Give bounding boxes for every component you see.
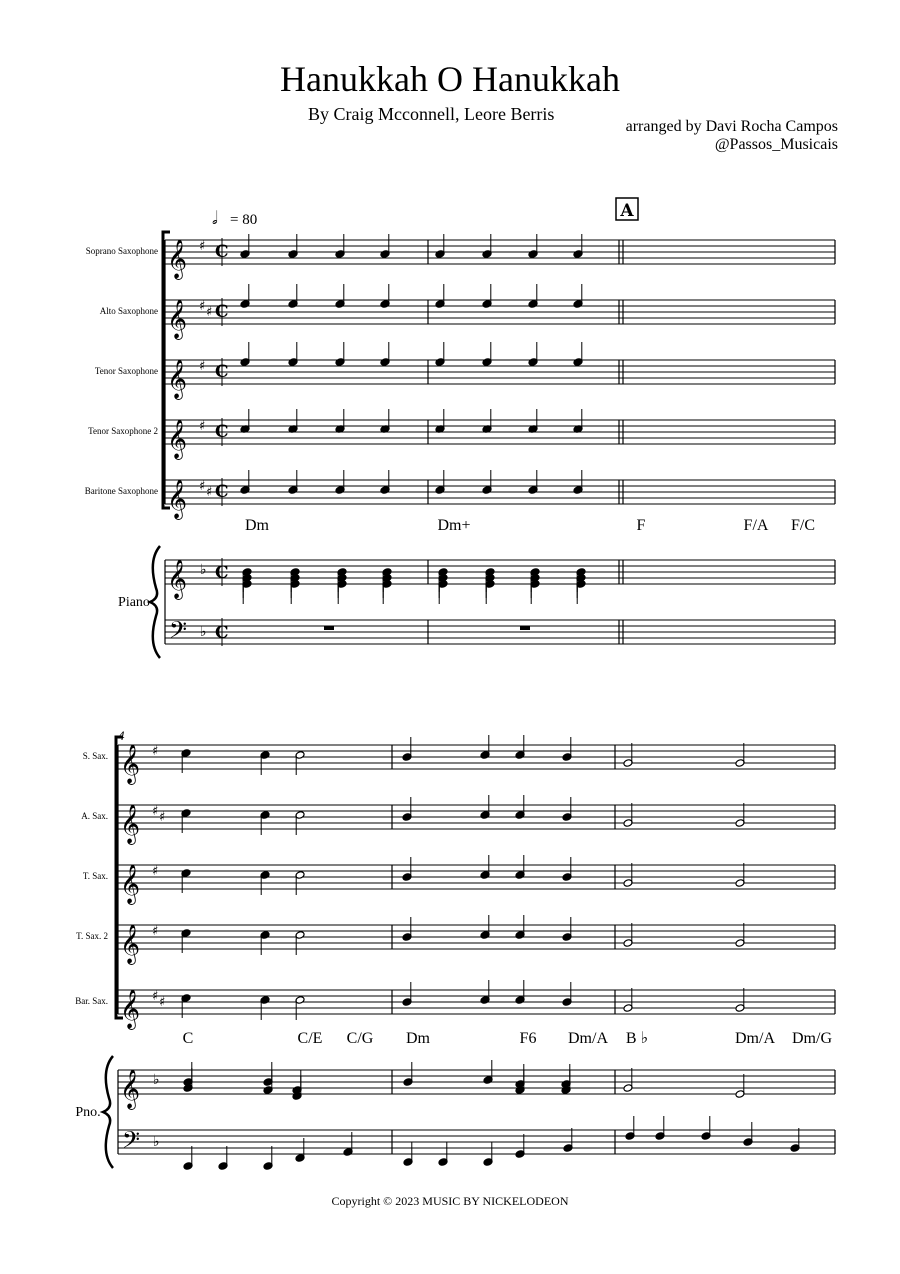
sharp-icon: ♯ (199, 299, 206, 314)
bass-clef-icon: 𝄢 (122, 1126, 141, 1159)
piano-label: Piano (118, 595, 150, 610)
instrument-label: Bar. Sax. (75, 996, 108, 1006)
treble-clef-icon: 𝄞 (120, 989, 141, 1029)
system-1 (85, 198, 835, 658)
composer-credit: By Craig Mcconnell, Leore Berris (308, 104, 555, 124)
treble-clef-icon: 𝄞 (120, 924, 141, 964)
treble-clef-icon: 𝄞 (120, 804, 141, 844)
copyright-footer: Copyright © 2023 MUSIC BY NICKELODEON (331, 1194, 569, 1208)
time-signature: C (215, 362, 229, 382)
chord-symbol: Dm/G (792, 1030, 832, 1047)
time-signature: C (215, 302, 229, 322)
treble-clef-icon: 𝄞 (167, 239, 188, 279)
arranger-name: arranged by Davi Rocha Campos (625, 118, 838, 135)
chord-symbol: F (636, 517, 646, 534)
treble-clef-icon: 𝄞 (120, 864, 141, 904)
instrument-label: T. Sax. (82, 871, 108, 881)
chord-symbol: C/G (346, 1030, 374, 1047)
chord-symbol: C (182, 1030, 194, 1047)
flat-icon: ♭ (200, 562, 207, 578)
sharp-icon: ♯ (199, 239, 206, 254)
measure-number: 4 (118, 728, 125, 743)
chord-symbol: F/C (790, 517, 816, 534)
instrument-label: A. Sax. (81, 811, 108, 821)
chord-symbol: Dm/A (735, 1030, 775, 1047)
time-signature: C (215, 422, 229, 442)
treble-clef-icon: 𝄞 (167, 559, 188, 599)
chord-symbol: F/A (743, 517, 769, 534)
time-signature: C (215, 482, 229, 502)
chord-symbol: C/E (297, 1030, 323, 1047)
time-signature: C (215, 242, 229, 262)
sharp-icon: ♯ (152, 924, 159, 939)
sharp-icon: ♯ (206, 305, 213, 320)
treble-clef-icon: 𝄞 (120, 1069, 141, 1109)
rehearsal-mark: A (620, 201, 634, 221)
chord-symbol: Dm+ (437, 517, 471, 534)
whole-rest (520, 626, 530, 630)
treble-clef-icon: 𝄞 (167, 479, 188, 519)
treble-clef-icon: 𝄞 (167, 359, 188, 399)
chord-symbol: Dm (245, 517, 269, 534)
arranger-handle: @Passos_Musicais (714, 136, 838, 153)
flat-icon: ♭ (153, 1072, 160, 1088)
flat-icon: ♭ (153, 1134, 160, 1150)
sharp-icon: ♯ (152, 989, 159, 1004)
bass-clef-icon: 𝄢 (169, 616, 188, 649)
flat-icon: ♭ (200, 624, 207, 640)
instrument-label: Baritone Saxophone (84, 486, 158, 496)
whole-rest (324, 626, 334, 630)
piano-brace (150, 546, 160, 658)
instrument-label: Alto Saxophone (99, 306, 158, 316)
piano-brace (103, 1056, 113, 1168)
sharp-icon: ♯ (199, 359, 206, 374)
treble-clef-icon: 𝄞 (167, 299, 188, 339)
sharp-icon: ♯ (159, 995, 166, 1010)
piano-label: Pno. (75, 1105, 101, 1120)
sharp-icon: ♯ (159, 810, 166, 825)
system-2 (75, 728, 835, 1170)
instrument-label: Soprano Saxophone (85, 246, 158, 256)
chord-symbol: Dm/A (568, 1030, 608, 1047)
instrument-label: S. Sax. (82, 751, 108, 761)
sharp-icon: ♯ (152, 804, 159, 819)
instrument-label: T. Sax. 2 (76, 931, 108, 941)
tempo-marking: = 80 (230, 212, 258, 228)
treble-clef-icon: 𝄞 (120, 744, 141, 784)
score-title: Hanukkah O Hanukkah (280, 59, 620, 99)
chord-symbol: B ♭ (625, 1030, 649, 1047)
chord-symbol: F6 (519, 1030, 537, 1047)
treble-clef-icon: 𝄞 (167, 419, 188, 459)
instrument-label: Tenor Saxophone (94, 366, 158, 376)
chord-symbol: Dm (406, 1030, 430, 1047)
half-note-icon: 𝅗𝅥 (212, 208, 218, 229)
instrument-label: Tenor Saxophone 2 (88, 426, 158, 436)
sharp-icon: ♯ (206, 485, 213, 500)
time-signature: C (215, 563, 229, 583)
sharp-icon: ♯ (199, 419, 206, 434)
time-signature: C (215, 623, 229, 643)
sharp-icon: ♯ (199, 479, 206, 494)
sharp-icon: ♯ (152, 864, 159, 879)
sharp-icon: ♯ (152, 744, 159, 759)
